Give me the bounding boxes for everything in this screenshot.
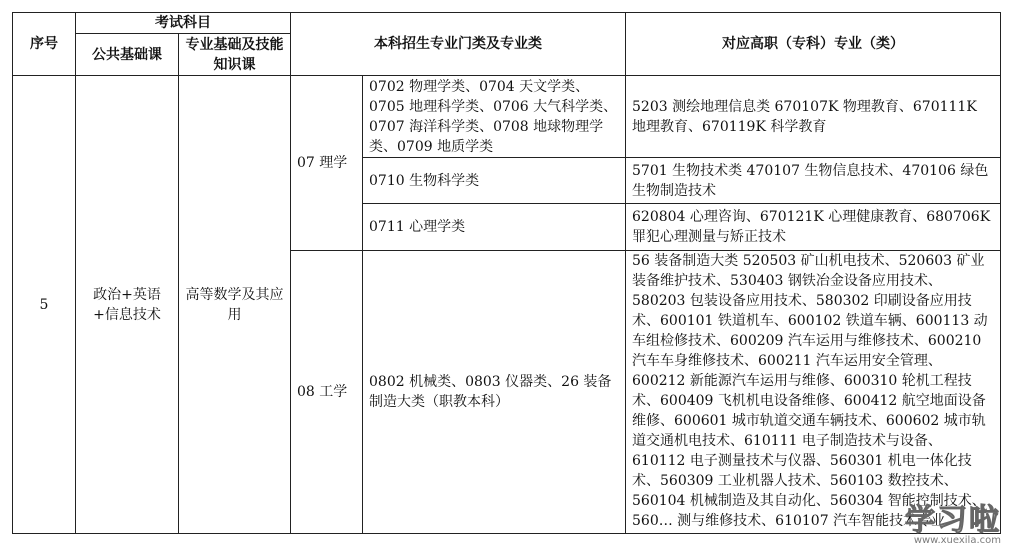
public-basic-cell: 政治+英语+信息技术: [76, 76, 179, 534]
undergrad-major-cell: 0711 心理学类: [363, 204, 626, 251]
admission-table: [12, 12, 1001, 534]
seq-cell: 5: [13, 76, 76, 534]
watermark-text: 学习啦: [905, 503, 1001, 538]
watermark-url: www.xuexila.com: [913, 535, 1001, 546]
header-vocational-majors: 对应高职（专科）专业（类）: [626, 13, 1001, 76]
watermark-logo: [905, 495, 1001, 546]
category-science: 07 理学: [291, 76, 363, 251]
header-undergrad-majors: 本科招生专业门类及专业类: [291, 13, 626, 76]
undergrad-major-cell: 0702 物理学类、0704 天文学类、0705 地理科学类、0706 大气科学类、0707 海洋科学类、0708 地球物理学类、0709 地质学类: [363, 76, 626, 158]
header-exam-subjects: 考试科目: [76, 13, 291, 34]
vocational-major-cell: 5701 生物技术类 470107 生物信息技术、470106 绿色生物制造技术: [626, 158, 1001, 204]
major-basic-cell: 高等数学及其应用: [179, 76, 291, 534]
undergrad-major-cell: 0802 机械类、0803 仪器类、26 装备制造大类（职教本科）: [363, 251, 626, 534]
header-major-basic: 专业基础及技能知识课: [179, 34, 291, 76]
category-engineering: 08 工学: [291, 251, 363, 534]
vocational-major-cell: 5203 测绘地理信息类 670107K 物理教育、670111K 地理教育、670119K 科学教育: [626, 76, 1001, 158]
vocational-major-cell: 620804 心理咨询、670121K 心理健康教育、680706K 罪犯心理测量与矫正技术: [626, 204, 1001, 251]
undergrad-major-cell: 0710 生物科学类: [363, 158, 626, 204]
header-public-basic: 公共基础课: [76, 34, 179, 76]
vocational-major-cell: 56 装备制造大类 520503 矿山机电技术、520603 矿业装备维护技术、530403 钢铁冶金设备应用技术、580203 包装设备应用技术、580302 印刷设备应用技术、600101 铁道机车、600102 铁道车辆、600113 动车组检修技术、600209 汽车运用与维修技术、600210 汽车车身维修技术、600211 汽车运用安全管理、600212 新能源汽车运用与维修、600310 轮机工程技术、600409 飞机机电设备维修、600412 航空地面设备维修、600601 城市轨道交通车辆技术、600602 城市轨道交通机电技术、610111 电子制造技术与设备、610112 电子测量技术与仪器、560301 机电一体化技术、560309 工业机器人技术、560103 数控技术、560104 机械制造及其自动化、560304 智能控制技术、560… 测与维修技术、610107 汽车智能技术专业: [626, 251, 1001, 534]
header-seq: 序号: [13, 13, 76, 76]
